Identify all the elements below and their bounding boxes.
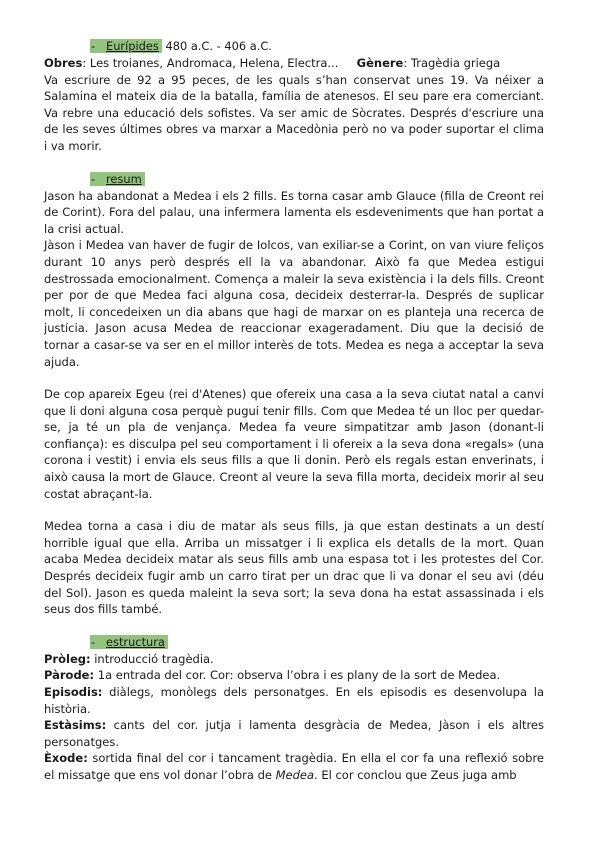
resum-paragraph-3: De cop apareix Egeu (rei d'Atenes) que ofereix una casa a la seva ciutat natal a canvi que li doni alguna cosa perquè pugui tenir fills. Com que Medea té un lloc per quedar-se, ja té un pla de venjança. Medea fa veure simpatitzar amb Jason (donant-li confiança): es disculpa pel seu comportament i li ofereix a la seva dona «regals» (una corona i vestit) i envia els seus fills a que li donin. Però els regals estan enverinats, i això causa la mort de Glauce. Creont al veure la seva filla morta, decideix morir al seu costat abraçant-la.	[44, 387, 544, 501]
estructura-item-parode	[44, 667, 544, 684]
author-dates: 480 a.C. - 406 a.C.	[161, 39, 272, 53]
item-label: Pàrode:	[44, 668, 95, 683]
resum-paragraph-4: Medea torna a casa i diu de matar als seus fills, ja que estan destinats a un destí horrible igual que ella. Arriba un missatger i li explica els detalls de la mort. Quan acaba Medea decideix matar als seus fills amb una espasa tot i les protestes del Cor. Després decideix fugir amb un carro tirat per un drac que li va donar el seu avi (déu del Sol). Jason es queda maleint la seva sort; la seva dona ha estat assassinada i els seus dos fills també.	[44, 519, 544, 617]
estructura-item-episodis	[44, 684, 544, 717]
bullet: -	[91, 634, 96, 649]
resum-paragraph-1: Jason ha abandonat a Medea i els 2 fills. Es torna casar amb Glauce (filla de Creont rei de Corint). Fora del palau, una infermera lamenta els esdeveniments que han portat a la crisi actual.	[44, 188, 544, 236]
resum-heading	[90, 171, 544, 188]
estructura-item-exode	[44, 750, 544, 783]
item-label: Pròleg:	[44, 651, 91, 666]
author-name: Eurípides	[106, 39, 159, 53]
obres-value: : Les troianes, Andromaca, Helena, Electra...	[82, 56, 339, 70]
author-heading	[90, 38, 544, 55]
item-text-after: . El cor conclou que Zeus juga amb	[314, 767, 517, 782]
genere-label: Gènere	[356, 56, 404, 70]
obres-label: Obres	[44, 56, 83, 70]
item-text: cants del cor. jutja i lamenta desgràcia de Medea, Jàson i els altres personatges.	[44, 718, 544, 749]
item-text: sortida final del cor i tancament tragèdia. En ella el cor fa una reflexió sobre el missatge que ens vol donar l’obra de	[44, 751, 544, 782]
item-label: Èxode:	[44, 751, 88, 766]
bullet: -	[91, 171, 96, 186]
document-page	[44, 38, 544, 784]
item-text: diàlegs, monòlegs dels personatges. En els episodis es desenvolupa la història.	[44, 685, 544, 716]
author-highlight	[90, 39, 162, 53]
estructura-item-estasims	[44, 717, 544, 750]
resum-highlight	[90, 172, 145, 186]
genere-value: : Tragèdia griega	[403, 56, 501, 70]
works-line	[44, 55, 544, 72]
resum-paragraph-2: Jàson i Medea van haver de fugir de Iolcos, van exiliar-se a Corint, on van viure feliços durant 10 anys però després ell la va abandonar. Això fa que Medea estigui destrossada emocionalment. Comença a maleir la seva existència i la dels fills. Creont per por de que Medea faci alguna cosa, decideix desterrar-la. Després de suplicar molt, li concedeixen un dia abans que hagi de marxar on es planteja una recerca de justícia. Jason acusa Medea de reaccionar exageradament. Diu que la decisió de tornar a casar-se va ser en el millor interès de tots. Medea es nega a acceptar la seva ajuda.	[44, 238, 544, 369]
item-text: 1a entrada del cor. Cor: observa l’obra i es plany de la sort de Medea.	[94, 668, 501, 683]
estructura-highlight	[90, 635, 168, 649]
item-label: Episodis:	[44, 685, 103, 699]
estructura-title: estructura	[106, 634, 165, 649]
estructura-heading	[90, 634, 544, 651]
bullet: -	[91, 39, 96, 53]
estructura-item-proleg	[44, 651, 544, 668]
item-label: Estàsims:	[44, 718, 107, 733]
item-emphasis: Medea	[275, 767, 315, 782]
item-text: introducció tragèdia.	[90, 651, 214, 666]
resum-title: resum	[106, 171, 142, 186]
bio-paragraph: Va escriure de 92 a 95 peces, de les quals s’han conservat unes 19. Va néixer a Salamina el mateix dia de la batalla, família de atenesos. El seu pare era comerciant. Va rebre una educació dels sofistes. Va ser amic de Sòcrates. Després d'escriure una de les seves últimes obres va marxar a Macedònia però no va poder suportar el clima i va morir.	[44, 72, 544, 153]
